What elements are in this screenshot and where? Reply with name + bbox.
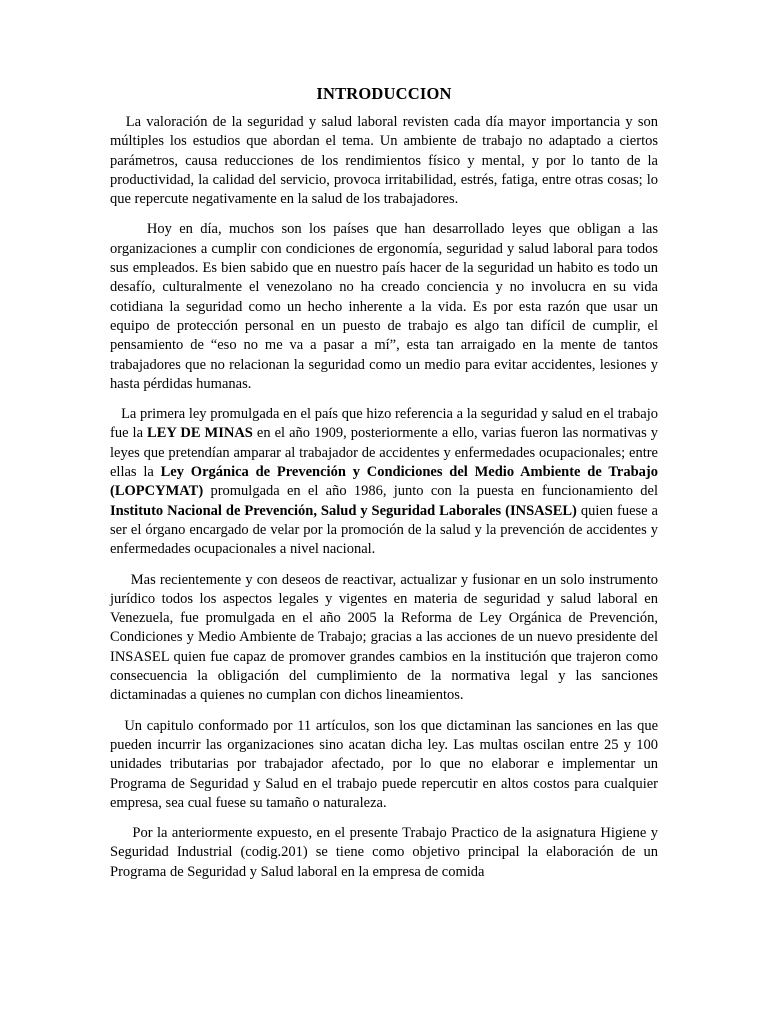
paragraph-indent <box>110 718 124 734</box>
paragraph-3-text-b: en el año 1909, posteriormente a ello, varias fueron las normativas y leyes que pretendían amparar al trabajador de accidentes y enfermedades ocupacionales; entre ellas la <box>110 425 658 481</box>
paragraph-4-text: Mas recientemente y con deseos de reactivar, actualizar y fusionar en un solo instrumento jurídico todos los aspectos legales y vigentes en materia de seguridad y salud laboral en Venezuela, fue promulgada en el año 2005 la Reforma de Ley Orgánica de Prevención, Condiciones y Medio Ambiente de Trabajo; gracias a las acciones de un nuevo presidente del INSASEL quien fue capaz de promover grandes cambios en la institución que trajeron como consecuencia la obligación del cumplimiento de la normativa legal y las sanciones dictaminadas a quienes no cumplan con dichos lineamientos. <box>110 571 659 704</box>
paragraph-5 <box>110 717 658 813</box>
paragraph-1 <box>110 113 658 209</box>
ley-de-minas-term: LEY DE MINAS <box>147 425 253 442</box>
paragraph-indent <box>110 572 131 588</box>
paragraph-indent <box>110 406 121 422</box>
paragraph-indent <box>110 221 147 237</box>
paragraph-2 <box>110 220 658 394</box>
paragraph-3-text-d: quien fuese a ser el órgano encargado de velar por la promoción de la salud y la prevención de accidentes y enfermedades ocupacionales a nivel nacional. <box>110 502 658 558</box>
paragraph-5-text: Un capitulo conformado por 11 artículos, son los que dictaminan las sanciones en las que pueden incurrir las organizaciones sino acatan dicha ley. Las multas oscilan entre 25 y 100 unidades tributarias por trabajador afectado, por lo que no elaborar e implementar un Programa de Seguridad y Salud en el trabajo puede repercutir en altos costos para cualquier empresa, sea cual fuese su tamaño o naturaleza. <box>110 717 659 811</box>
paragraph-4 <box>110 571 658 706</box>
insasel-term: Instituto Nacional de Prevención, Salud y Seguridad Laborales (INSASEL) <box>110 502 577 519</box>
paragraph-indent <box>110 825 132 841</box>
paragraph-1-text: La valoración de la seguridad y salud laboral revisten cada día mayor importancia y son múltiples los estudios que abordan el tema. Un ambiente de trabajo no adaptado a ciertos parámetros, causa reducciones de los rendimientos físico y mental, y por lo tanto de la productividad, la calidad del servicio, provoca irritabilidad, estrés, fatiga, entre otras cosas; lo que repercute negativamente en la salud de los trabajadores. <box>110 114 659 208</box>
paragraph-3 <box>110 405 658 559</box>
paragraph-2-text: Hoy en día, muchos son los países que han desarrollado leyes que obligan a las organizaciones a cumplir con condiciones de ergonomía, seguridad y salud laboral para todos sus empleados. Es bien sabido que en nuestro país hacer de la seguridad un habito es todo un desafío, culturalmente el venezolano no ha creado conciencia y no involucra en su vida cotidiana la seguridad como un hecho inherente a la vida. Es por esta razón que usar un equipo de protección personal en un puesto de trabajo es algo tan difícil de cumplir, el pensamiento de “eso no me va a pasar a mí”, esta tan arraigado en la mente de tantos trabajadores que no relacionan la seguridad como un medio para evitar accidentes, lesiones y hasta pérdidas humanas. <box>110 221 659 392</box>
paragraph-3-text-c: promulgada en el año 1986, junto con la puesta en funcionamiento del <box>203 483 658 500</box>
paragraph-indent <box>110 114 126 130</box>
paragraph-6-text: Por la anteriormente expuesto, en el presente Trabajo Practico de la asignatura Higiene y Seguridad Industrial (codig.201) se tiene como objetivo principal la elaboración de un Programa de Seguridad y Salud laboral en la empresa de comida <box>110 825 658 880</box>
paragraph-3-text-a: La primera ley promulgada en el país que hizo referencia a la seguridad y salud en el trabajo fue la <box>110 406 658 442</box>
paragraph-6 <box>110 824 658 882</box>
lopcymat-term: Ley Orgánica de Prevención y Condiciones del Medio Ambiente de Trabajo (LOPCYMAT) <box>110 464 658 500</box>
document-title: INTRODUCCION <box>316 84 452 103</box>
